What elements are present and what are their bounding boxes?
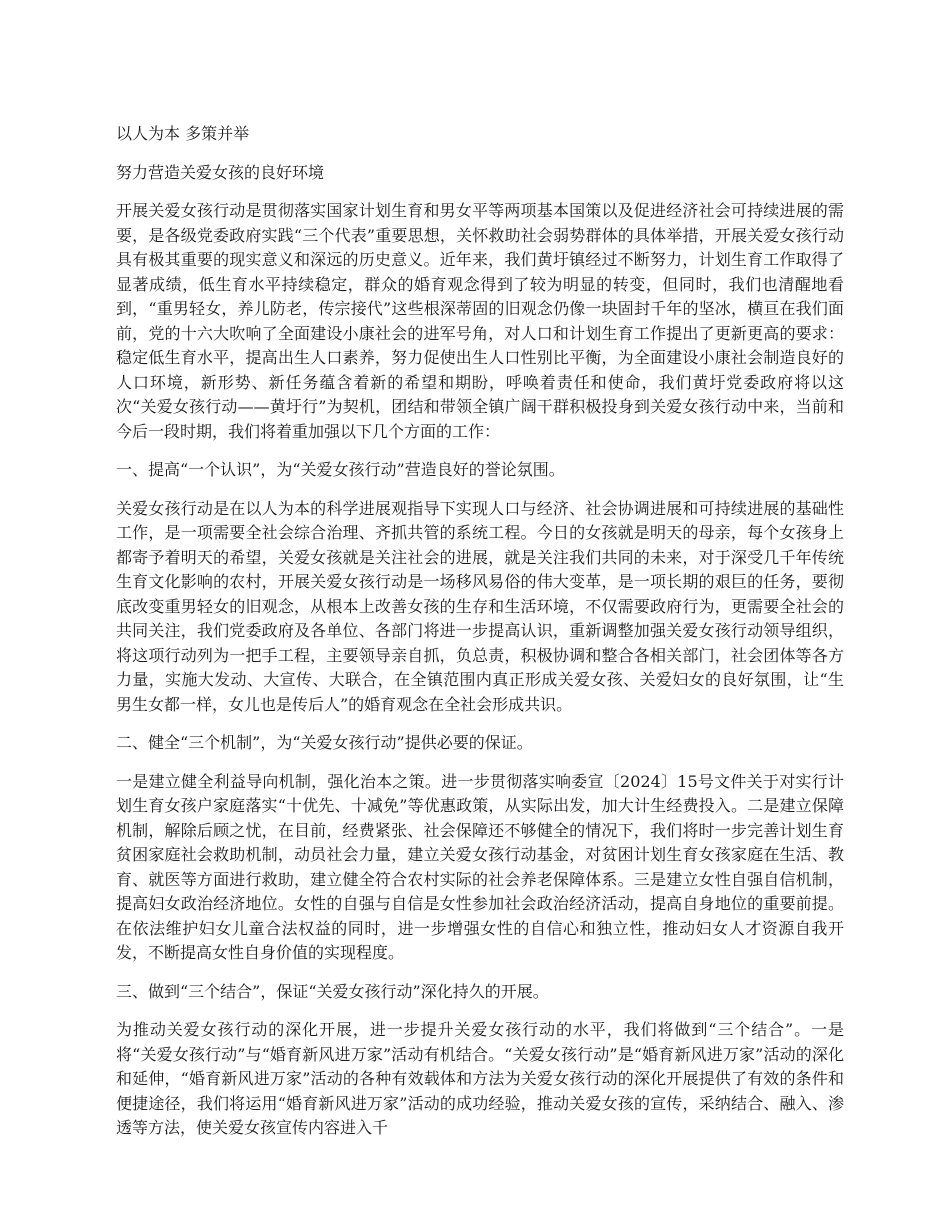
section-1-heading: 一、提高“一个认识”，为“关爱女孩行动”营造良好的誉论氛围。 [116, 460, 565, 479]
section-2-paragraph: 一是建立健全利益导向机制，强化治本之策。进一步贯彻落实响委宣〔2024〕15号文件关于对实行计划生育女孩户家庭落实“十优先、十减免”等优惠政策，从实际出发，加大计生经费投入。二是建立保障机制，解除后顾之忧，在目前，经费紧张、社会保障还不够健全的情况下，我们将时一步完善计划生育贫困家庭社会救助机制，动员社会力量，建立关爱女孩行动基金，对贫困计划生育女孩家庭在生活、教育、就医等方面进行救助，建立健全符合农村实际的社会养老保障体系。三是建立女性自强自信机制，提高妇女政治经济地位。女性的自强与自信是女性参加社会政治经济活动，提高自身地位的重要前提。在依法维护妇女儿童合法权益的同时，进一步增强女性的自信心和独立性，推动妇女人才资源自我开发，不断提高女性自身价值的实现程度。 [116, 771, 844, 962]
section-1-paragraph: 关爱女孩行动是在以人为本的科学进展观指导下实现人口与经济、社会协调进展和可持续进展的基础性工作，是一项需要全社会综合治理、齐抓共管的系统工程。今日的女孩就是明天的母亲，每个女孩身上都寄予着明天的希望，关爱女孩就是关注社会的进展，就是关注我们共同的未来，对于深受几千年传统生育文化影响的农村，开展关爱女孩行动是一场移风易俗的伟大变革，是一项长期的艰巨的任务，要彻底改变重男轻女的旧观念，从根本上改善女孩的生存和生活环境，不仅需要政府行为，更需要全社会的共同关注，我们党委政府及各单位、各部门将进一步提高认识，重新调整加强关爱女孩行动领导组织，将这项行动列为一把手工程，主要领导亲自抓，负总责，积极协调和整合各相关部门，社会团体等各方力量，实施大发动、大宣传、大联合，在全镇范围内真正形成关爱女孩、关爱妇女的良好氛围，让“生男生女都一样，女儿也是传后人”的婚育观念在全社会形成共识。 [116, 498, 844, 714]
document-subtitle: 努力营造关爱女孩的良好环境 [116, 162, 325, 182]
intro-paragraph: 开展关爱女孩行动是贯彻落实国家计划生育和男女平等两项基本国策以及促进经济社会可持续进展的需要，是各级党委政府实践“三个代表”重要思想，关怀救助社会弱势群体的具体举措，开展关爱女孩行动具有极其重要的现实意义和深远的历史意义。近年来，我们黄圩镇经过不断努力，计划生育工作取得了显著成绩，低生育水平持续稳定，群众的婚育观念得到了较为明显的转变，但同时，我们也清醒地看到，“重男轻女，养儿防老，传宗接代”这些根深蒂固的旧观念仍像一块固封千年的坚冰，横亘在我们面前，党的十六大吹响了全面建设小康社会的进军号角，对人口和计划生育工作提出了更新更高的要求：稳定低生育水平，提高出生人口素养，努力促使出生人口性别比平衡，为全面建设小康社会制造良好的人口环境，新形势、新任务蕴含着新的希望和期盼，呼唤着责任和使命，我们黄圩党委政府将以这次“关爱女孩行动——黄圩行”为契机，团结和带领全镇广阔干群积极投身到关爱女孩行动中来，当前和今后一段时期，我们将着重加强以下几个方面的工作： [116, 201, 844, 441]
document-title: 以人为本 多策并举 [116, 124, 250, 143]
document-page [116, 122, 844, 1155]
section-3-paragraph: 为推动关爱女孩行动的深化开展，进一步提升关爱女孩行动的水平，我们将做到“三个结合”。一是将“关爱女孩行动”与“婚育新风进万家”活动有机结合。“关爱女孩行动”是“婚育新风进万家”活动的深化和延伸，“婚育新风进万家”活动的各种有效载体和方法为关爱女孩行动的深化开展提供了有效的条件和便捷途径，我们将运用“婚育新风进万家”活动的成功经验，推动关爱女孩的宣传，采纳结合、融入、渗透等方法，使关爱女孩宣传内容进入千 [116, 1020, 844, 1137]
section-3-heading: 三、做到“三个结合”，保证“关爱女孩行动”深化持久的开展。 [116, 981, 549, 1001]
section-2-heading: 二、健全“三个机制”，为“关爱女孩行动”提供必要的保证。 [116, 733, 533, 752]
